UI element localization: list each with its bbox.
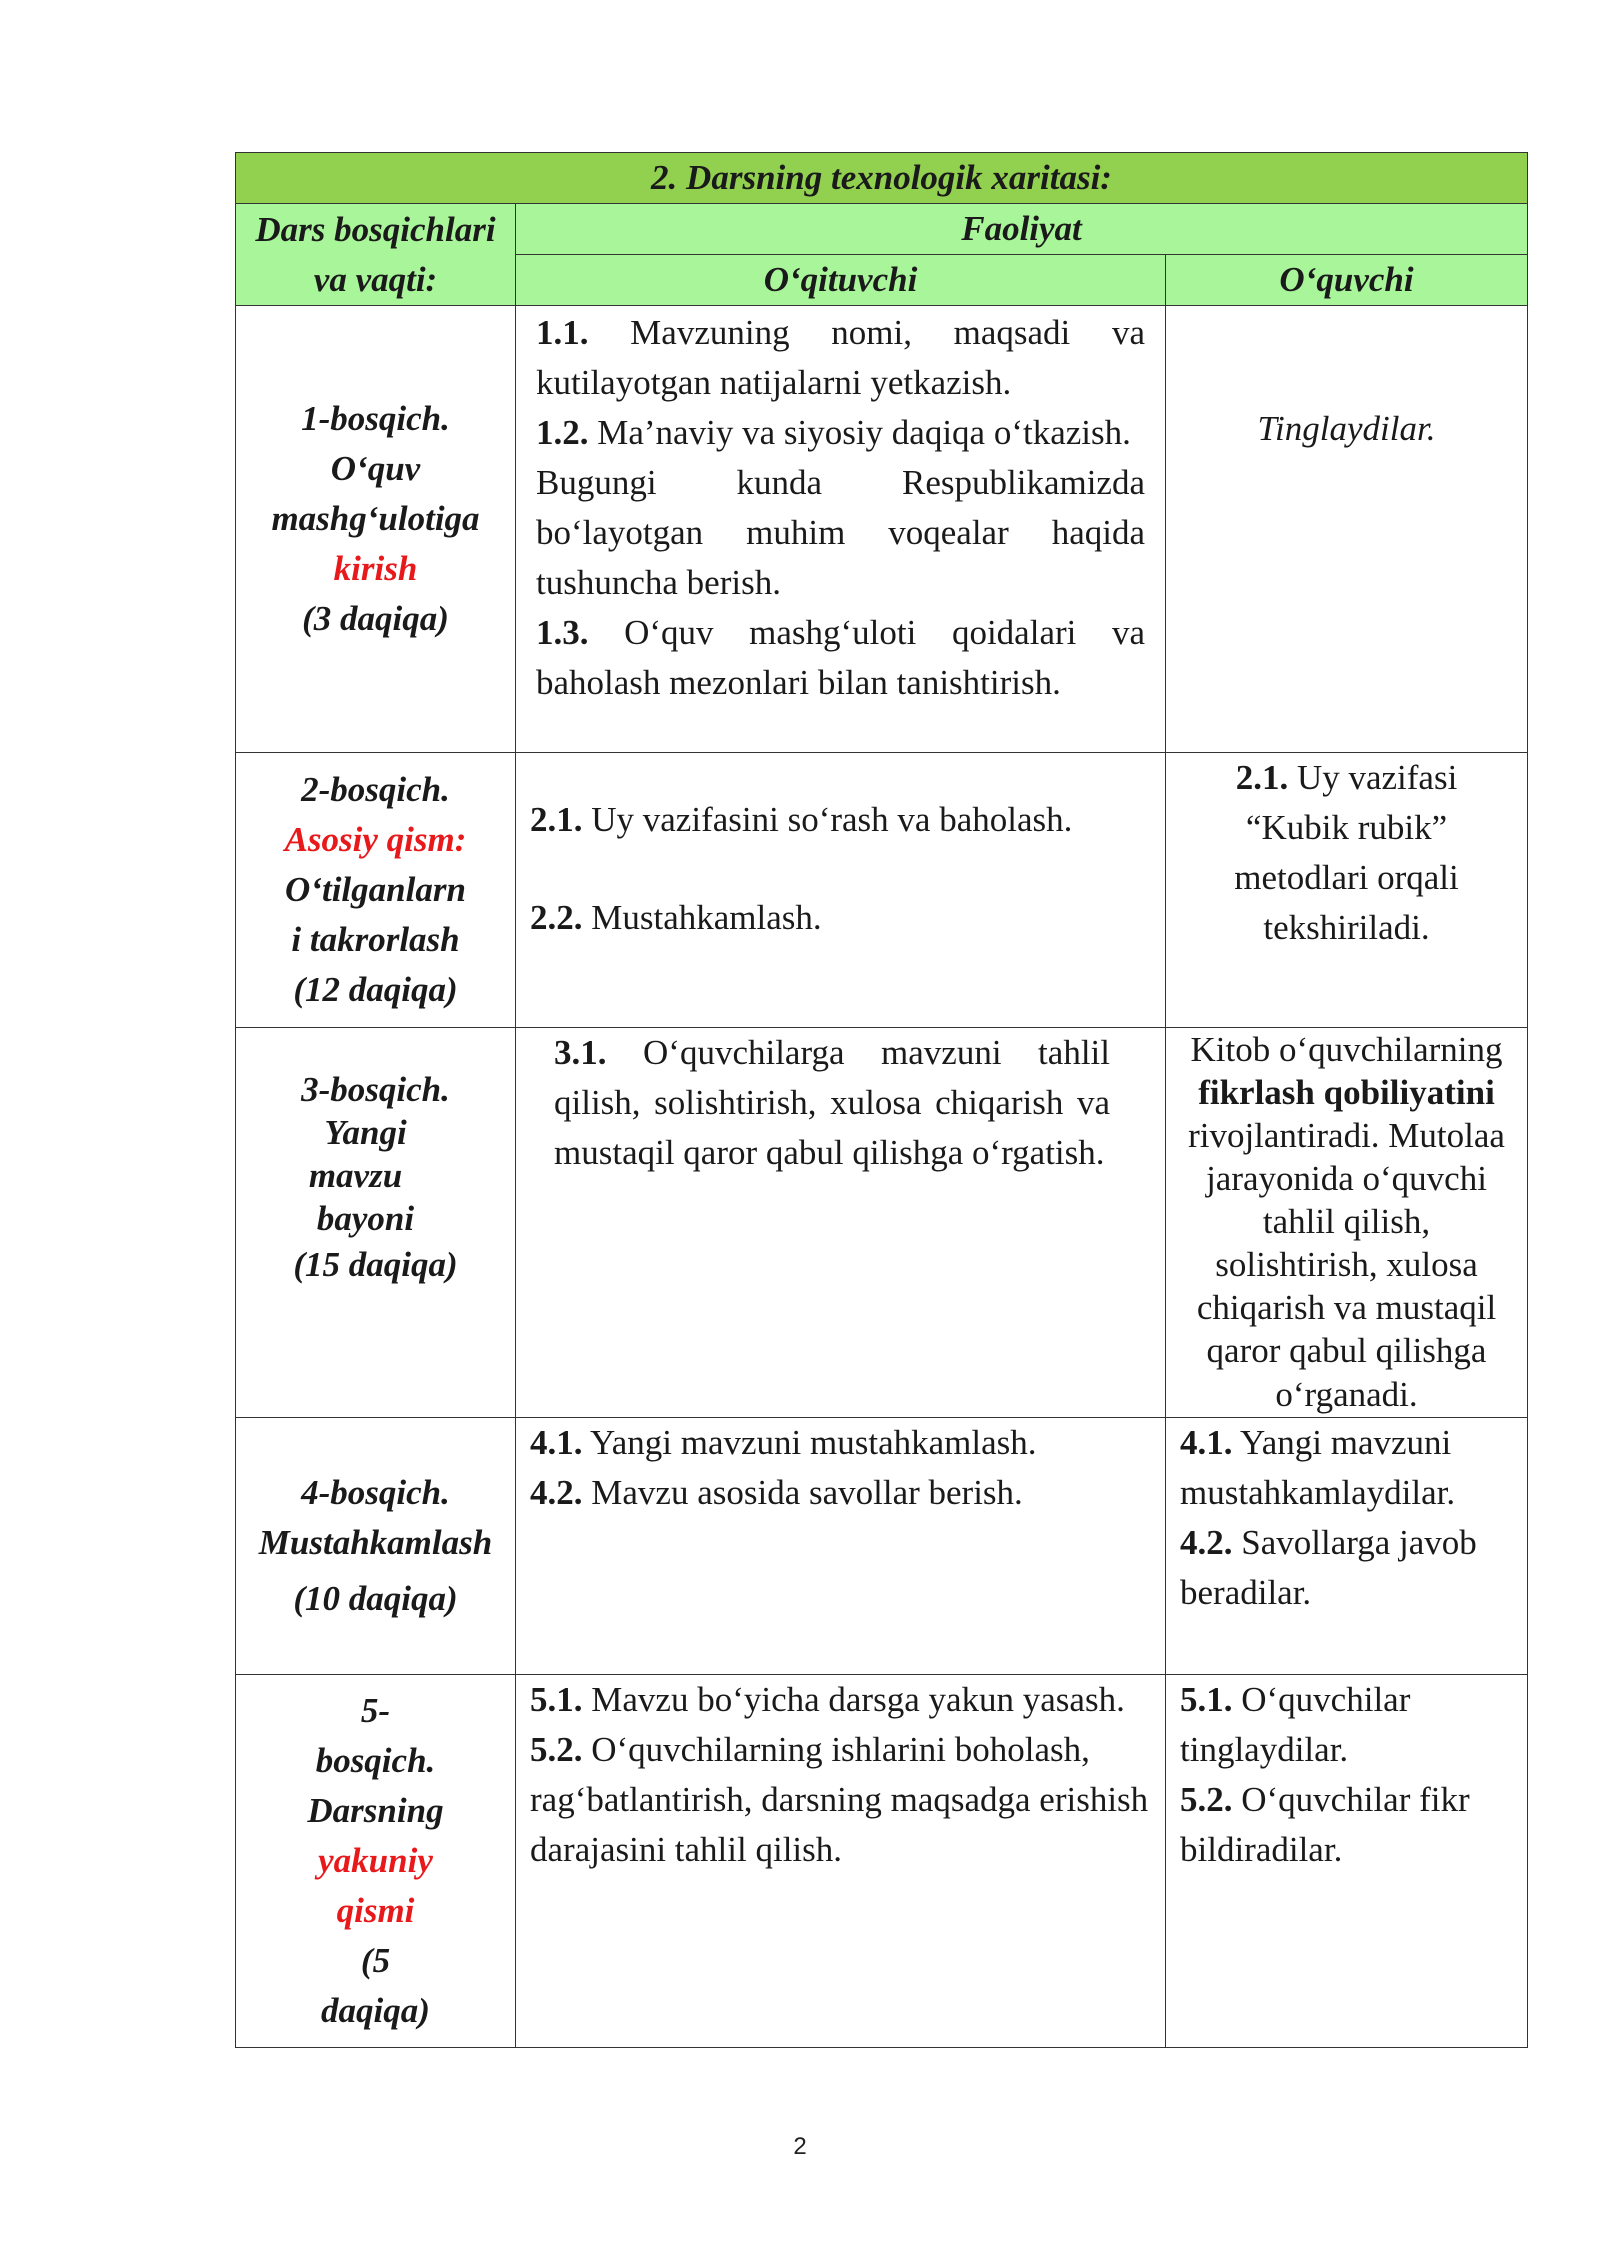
- stage-column-header: Dars bosqichlari va vaqti:: [236, 204, 516, 306]
- item-text: Mavzuning nomi, maqsadi va kutilayotgan natijalarni yetkazish.: [536, 313, 1145, 403]
- page-number: 2: [793, 2133, 807, 2160]
- item-text: rivojlantiradi. Mutolaa: [1188, 1116, 1505, 1156]
- item-text: Bugungi kunda Respublikamizda bo‘layotgan muhim voqealar haqida tushuncha berish.: [536, 463, 1145, 603]
- item-text: Tinglaydilar.: [1257, 409, 1436, 449]
- stage-label: 1-bosqich.: [301, 399, 450, 439]
- stage-label: bosqich.: [315, 1741, 436, 1781]
- stage-label: 2-bosqich.: [301, 770, 450, 810]
- table-row: [236, 753, 1528, 1028]
- item-text: Mavzu asosida savollar berish.: [582, 1473, 1023, 1513]
- stage-label: 5-: [360, 1690, 391, 1730]
- student-cell: [1166, 1675, 1528, 2048]
- stage-label: O‘quv: [330, 449, 421, 489]
- item-number: 1.2.: [536, 413, 589, 453]
- stage-label: mashg‘ulotiga: [271, 499, 480, 539]
- item-number: 4.2.: [530, 1473, 583, 1513]
- item-number: 1.3.: [536, 613, 589, 653]
- item-text: Mustahkamlash.: [582, 898, 822, 938]
- activity-column-header: Faoliyat: [516, 204, 1528, 255]
- item-text: solishtirish, xulosa: [1215, 1245, 1478, 1285]
- teacher-column-header: O‘qituvchi: [516, 255, 1166, 306]
- item-text: chiqarish va mustaqil: [1196, 1288, 1497, 1328]
- item-number: 2.2.: [530, 898, 583, 938]
- stage-duration: (10 daqiqa): [293, 1579, 458, 1619]
- item-number: 4.1.: [1180, 1423, 1233, 1463]
- table-row: [236, 1418, 1528, 1675]
- item-number: 2.1.: [1235, 758, 1289, 798]
- table-row: [236, 1028, 1528, 1418]
- stage-cell: [236, 753, 516, 1028]
- item-text: Mavzu bo‘yicha darsga yakun yasash.: [582, 1680, 1125, 1720]
- item-text: Uy vazifasi: [1288, 758, 1458, 798]
- item-number: 4.1.: [530, 1423, 583, 1463]
- student-cell: [1166, 1418, 1528, 1675]
- stage-duration: (3 daqiqa): [302, 599, 449, 639]
- stage-duration: (12 daqiqa): [293, 970, 458, 1010]
- item-text: metodlari orqali: [1234, 858, 1459, 898]
- item-text: O‘quv mashg‘uloti qoidalari va baholash mezonlari bilan tanishtirish.: [536, 613, 1145, 703]
- stage-cell: [236, 306, 516, 753]
- stage-cell: [236, 1675, 516, 2048]
- teacher-cell: [516, 1028, 1166, 1418]
- stage-cell: [236, 1418, 516, 1675]
- item-text: Ma’naviy va siyosiy daqiqa o‘tkazish.: [588, 413, 1131, 453]
- item-number: 5.1.: [1180, 1680, 1233, 1720]
- item-text: qaror qabul qilishga: [1206, 1331, 1487, 1371]
- item-number: 5.2.: [1180, 1780, 1233, 1820]
- item-number: 5.1.: [530, 1680, 583, 1720]
- student-cell: [1166, 1028, 1528, 1418]
- stage-label: O‘tilganlarn: [285, 870, 466, 910]
- item-text: “Kubik rubik”: [1245, 808, 1448, 848]
- teacher-cell: [516, 753, 1166, 1028]
- stage-label: Yangi: [324, 1113, 407, 1153]
- item-text: o‘rganadi.: [1275, 1374, 1418, 1414]
- item-text: tahlil qilish,: [1262, 1202, 1431, 1242]
- stage-label: bayoni: [316, 1199, 415, 1239]
- stage-label-highlight: yakuniy: [318, 1841, 433, 1881]
- item-text: O‘quvchilar tinglaydilar.: [1180, 1680, 1411, 1770]
- stage-label-highlight: Asosiy qism:: [284, 820, 467, 860]
- stage-duration: daqiqa): [321, 1991, 430, 2031]
- table-row: [236, 306, 1528, 753]
- student-column-header: O‘quvchi: [1166, 255, 1528, 306]
- stage-duration: (15 daqiqa): [293, 1245, 458, 1285]
- teacher-cell: [516, 1675, 1166, 2048]
- stage-cell: [236, 1028, 516, 1418]
- item-text: Uy vazifasini so‘rash va baholash.: [582, 800, 1073, 840]
- student-cell: [1166, 306, 1528, 753]
- item-text-bold: fikrlash qobiliyatini: [1198, 1073, 1495, 1113]
- technology-map-table: [235, 152, 1528, 2048]
- item-number: 2.1.: [530, 800, 583, 840]
- table-title: 2. Darsning texnologik xaritasi:: [236, 153, 1528, 204]
- item-text: Kitob o‘quvchilarning: [1190, 1030, 1503, 1070]
- teacher-cell: [516, 1418, 1166, 1675]
- item-number: 4.2.: [1180, 1523, 1233, 1563]
- item-number: 1.1.: [536, 313, 589, 353]
- item-text: O‘quvchilarning ishlarini boholash, rag‘batlantirish, darsning maqsadga erishish darajasini tahlil qilish.: [530, 1730, 1149, 1870]
- item-text: Yangi mavzuni mustahkamlash.: [582, 1423, 1037, 1463]
- item-text: O‘quvchilar fikr bildiradilar.: [1180, 1780, 1470, 1870]
- stage-duration: (5: [360, 1941, 391, 1981]
- stage-label: 3-bosqich.: [301, 1070, 450, 1110]
- item-text: Yangi mavzuni mustahkamlaydilar.: [1180, 1423, 1456, 1513]
- stage-label: Darsning: [307, 1791, 444, 1831]
- stage-label: mavzu: [308, 1156, 403, 1196]
- item-text: O‘quvchilarga mavzuni tahlil qilish, solishtirish, xulosa chiqarish va mustaqil qaror qabul qilishga o‘rgatish.: [554, 1033, 1110, 1173]
- item-number: 3.1.: [554, 1033, 607, 1073]
- student-cell: [1166, 753, 1528, 1028]
- stage-label: Mustahkamlash: [258, 1523, 493, 1563]
- stage-label-highlight: kirish: [333, 549, 418, 589]
- item-text: Savollarga javob beradilar.: [1180, 1523, 1477, 1613]
- item-number: 5.2.: [530, 1730, 583, 1770]
- item-text: jarayonida o‘quvchi: [1206, 1159, 1487, 1199]
- stage-label: 4-bosqich.: [301, 1473, 450, 1513]
- table-row: [236, 1675, 1528, 2048]
- item-text: tekshiriladi.: [1263, 908, 1430, 948]
- teacher-cell: [516, 306, 1166, 753]
- stage-label: i takrorlash: [291, 920, 460, 960]
- stage-label-highlight: qismi: [336, 1891, 415, 1931]
